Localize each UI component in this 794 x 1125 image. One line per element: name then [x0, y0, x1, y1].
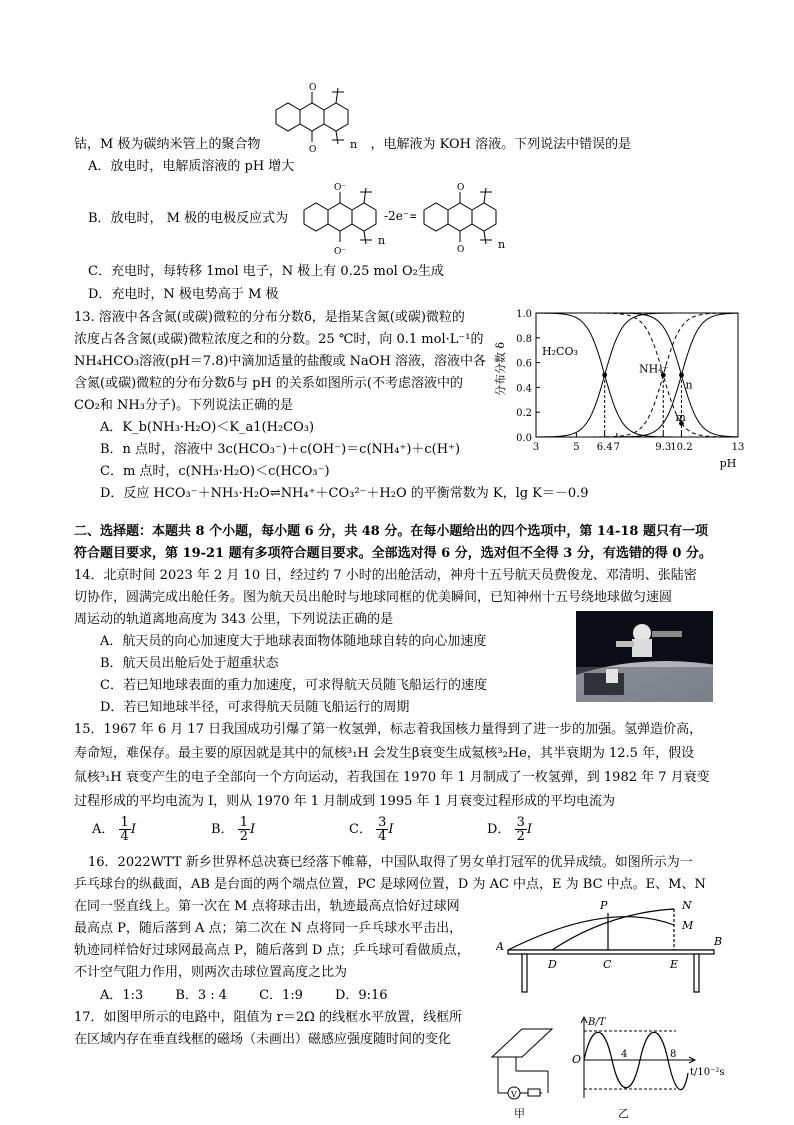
mol-n-right: n: [498, 238, 506, 251]
astronaut-earth-image: [576, 611, 713, 702]
x-tick-label: 6.4: [596, 442, 613, 453]
frac-den: 2: [516, 829, 525, 844]
tick-8: 8: [670, 1049, 677, 1060]
origin-label: O: [572, 1053, 582, 1066]
label-m: m: [675, 410, 686, 424]
q17-line-1: 17．如图甲所示的电路中，阻值为 r＝2Ω 的线框水平放置，线框所: [74, 1010, 463, 1025]
q15-option-a: [92, 816, 136, 843]
y-axis-label: 分布分数 δ: [494, 341, 507, 397]
plot-frame: [536, 313, 738, 437]
table-tennis-diagram: [496, 895, 736, 999]
q15-option-c-letter: C．: [349, 822, 372, 837]
q15-option-c: [349, 816, 394, 843]
q15-line-4: 过程形成的平均电流为 I，则从 1970 年 1 月制成到 1995 年 1 月衰变过程形成的平均电流为: [74, 794, 616, 809]
q14-line-3: 周运动的轨道离地高度为 343 公里，下列说法正确的是: [74, 612, 394, 627]
q15-option-d-letter: D．: [487, 822, 511, 837]
q13-line-2: 浓度占各含氮(或碳)微粒浓度之和的分数。25 ℃时，向 0.1 mol·L⁻¹的: [74, 332, 484, 347]
y-tick-label: 0.2: [516, 408, 532, 420]
q13-line-1: 13. 溶液中各含氮(或碳)微粒的分布分数δ，是指某含氮(或碳)微粒的: [74, 310, 465, 325]
y-tick-label: 1.0: [516, 309, 532, 320]
q15-option-b-fraction: [238, 816, 250, 843]
q14-line-2: 切协作，圆满完成出舱任务。图为航天员出舱时与地球同框的优美瞬间，已知神州十五号绕地球做匀速圆: [74, 590, 673, 605]
y-tick-label: 0.0: [516, 433, 532, 444]
x-axis-label: pH: [719, 457, 737, 470]
mol-o-top: O: [309, 83, 317, 93]
y-tick-label: 0.8: [516, 333, 532, 345]
x-tick-label: 5: [573, 442, 580, 453]
series-line: [536, 313, 738, 437]
q14-line-1: 14．北京时间 2023 年 2 月 10 日，经过约 7 小时的出舱活动，神舟十五号航天员费俊龙、邓清明、张陆密: [74, 568, 697, 583]
q13-option-a: A．K_b(NH₃·H₂O)＜K_a1(H₂CO₃): [100, 420, 315, 435]
label-a: A: [496, 940, 504, 953]
q16-option-a: A．1:3: [100, 988, 144, 1003]
label-c: C: [603, 958, 612, 971]
label-n: N: [682, 899, 692, 912]
y-tick-label: 0.6: [516, 358, 532, 370]
frac-num: 1: [239, 815, 248, 830]
q16-line-3: 在同一竖直线上。第一次在 M 点将球击出，轨迹最高点恰好过球网: [74, 899, 460, 914]
q16-option-c: C．1:9: [259, 988, 303, 1003]
axis-t-label: t/10⁻²s: [690, 1067, 725, 1078]
x-tick-label: 3: [532, 442, 540, 453]
x-tick-label: 9.3: [655, 442, 672, 453]
reaction-left-molecule: [296, 180, 416, 260]
q14-option-d: D．若已知地球半径，可求得航天员随飞船运行的周期: [100, 700, 410, 715]
frac-num: 3: [378, 815, 387, 830]
series-line: [536, 313, 738, 437]
label-nh4: NH₄⁺: [639, 362, 669, 376]
bt-graph-yi: [566, 1013, 736, 1125]
q12-option-d: D．充电时，N 极电势高于 M 极: [88, 287, 279, 302]
series-line: [536, 313, 738, 437]
section2-line-1: 二、选择题：本题共 8 个小题，每小题 6 分，共 48 分。在每小题给出的四个选项中，第 14-18 题只有一项: [74, 524, 708, 539]
distribution-chart: [488, 305, 748, 477]
figure-yi-label: 乙: [618, 1107, 629, 1120]
q15-line-3: 氚核³₁H 衰变产生的电子全部向一个方向运动，若我国在 1970 年 1 月制成了一枚氢弹，到 1982 年 7 月衰变: [74, 770, 710, 785]
q15-option-d: [487, 816, 532, 843]
oxidized-molecule-icon: [416, 180, 516, 256]
q12-option-a: A．放电时，电解质溶液的 pH 增大: [88, 159, 295, 174]
label-m: M: [682, 919, 694, 932]
q13-option-b: B．n 点时，溶液中 3c(HCO₃⁻)＋c(OH⁻)＝c(NH₄⁺)＋c(H⁺): [100, 442, 461, 457]
frac-num: 3: [516, 815, 525, 830]
q13-option-d: D．反应 HCO₃⁻＋NH₃·H₂O⇌NH₄⁺＋CO₃²⁻＋H₂O 的平衡常数为 K，lg K＝－0.9: [100, 486, 589, 501]
q13-option-c: C．m 点时，c(NH₃·H₂O)＜c(HCO₃⁻): [100, 464, 330, 479]
q12-stem: [74, 134, 631, 155]
q15-line-1: 15．1967 年 6 月 17 日我国成功引爆了第一枚氢弹，标志着我国核力量得到了进一步的加强。氢弹造价高，: [74, 722, 703, 737]
frac-den: 4: [120, 829, 129, 844]
circuit-diagram: [484, 1013, 564, 1121]
section2-line-2: 符合题目要求，第 19-21 题有多项符合题目要求。全部选对得 6 分，选对但不全得 3 分，有选错的得 0 分。: [74, 546, 712, 561]
q15-line-2: 寿命短，难保存。最主要的原因就是其中的氚核³₁H 会发生β衰变生成氦核³₂He，其半衰期为 12.5 年，假设: [74, 746, 695, 761]
x-tick-label: 7: [613, 442, 620, 453]
mol-n-left: n: [378, 234, 386, 247]
q13-line-4: 含氮(或碳)微粒的分布分数δ与 pH 的关系如图所示(不考虑溶液中的: [74, 376, 463, 391]
label-b: B: [714, 935, 723, 948]
q12-option-b: [88, 208, 288, 229]
x-tick-label: 13: [731, 442, 745, 453]
mol-o-bottom: O: [309, 145, 317, 155]
frac-den: 2: [239, 829, 248, 844]
mol-o-bottom-right: O: [457, 245, 465, 255]
var-i: I: [130, 822, 136, 837]
q15-option-c-fraction: [376, 816, 388, 843]
circuit-figure-jia: [484, 1013, 564, 1125]
q12-stem-a: 钴，M 极为碳纳米管上的聚合物: [74, 137, 261, 152]
label-h2co3: H₂CO₃: [542, 345, 578, 359]
distribution-chart-svg: [488, 305, 748, 473]
intersection-point: [602, 373, 607, 378]
reduced-molecule-icon: [296, 180, 416, 256]
label-d: D: [548, 958, 557, 971]
q12-option-c: C．充电时，每转移 1mol 电子，N 极上有 0.25 mol O₂生成: [88, 264, 444, 279]
table-tennis-figure: [496, 895, 736, 1003]
q15-option-b: [211, 816, 255, 843]
q16-option-b: B．3 : 4: [175, 988, 228, 1003]
q16-line-4: 最高点 P，随后落到 A 点；第二次在 N 点将同一乒乓球水平击出，: [74, 921, 463, 936]
voltmeter-label: V: [511, 1090, 517, 1099]
y-tick-label: 0.4: [516, 383, 532, 395]
axis-bt-label: B/T: [588, 1017, 606, 1028]
figure-jia-label: 甲: [514, 1107, 525, 1120]
var-i: I: [526, 822, 532, 837]
q17-line-2: 在区域内存在垂直线框的磁场（未画出）磁感应强度随时间的变化: [74, 1032, 452, 1047]
q12-stem-b: ，电解液为 KOH 溶液。下列说法中错误的是: [370, 137, 632, 152]
reaction-electrons: -2e⁻=: [384, 209, 416, 223]
q15-option-a-fraction: [119, 816, 131, 843]
series-line: [536, 313, 738, 437]
series-line: [536, 313, 738, 437]
intersection-point: [679, 373, 684, 378]
q15-option-b-letter: B．: [211, 822, 234, 837]
q16-options: [100, 985, 388, 1006]
mol-o-minus-top: O⁻: [334, 183, 347, 193]
q15-option-a-letter: A．: [92, 822, 115, 837]
label-e: E: [670, 958, 679, 971]
mol-n: n: [350, 138, 358, 151]
series-line: [536, 313, 738, 437]
label-p: P: [600, 899, 608, 912]
q12-option-b-text: B．放电时， M 极的电极反应式为: [88, 211, 289, 226]
frac-den: 4: [378, 829, 387, 844]
q15-option-d-fraction: [515, 816, 527, 843]
var-i: I: [388, 822, 394, 837]
q16-line-6: 不计空气阻力作用，则两次击球位置高度之比为: [74, 965, 348, 980]
q14-option-b: B．航天员出舱后处于超重状态: [100, 656, 279, 671]
tick-4: 4: [621, 1049, 628, 1060]
astronaut-photo: [576, 611, 713, 702]
q16-line-1: 16．2022WTT 新乡世界杯总决赛已经落下帷幕，中国队取得了男女单打冠军的优异成绩。如图所示为一: [88, 855, 693, 870]
q14-option-c: C．若已知地球表面的重力加速度，可求得航天员随飞船运行的速度: [100, 678, 487, 693]
frac-num: 1: [120, 815, 129, 830]
q14-option-a: A．航天员的向心加速度大于地球表面物体随地球自转的向心加速度: [100, 634, 487, 649]
q16-line-5: 轨迹同样恰好过球网最高点 P，随后落到 D 点；乒乓球可看做质点，: [74, 943, 470, 958]
q16-line-2: 乒乓球台的纵截面，AB 是台面的两个端点位置，PC 是球网位置，D 为 AC 中点，E 为 BC 中点。E、M、N: [74, 877, 706, 892]
b-t-sine-graph: [566, 1013, 736, 1121]
q16-option-d: D．9:16: [334, 988, 388, 1003]
mol-o-minus-bottom: O⁻: [334, 247, 347, 256]
mol-o-top-right: O: [457, 183, 465, 193]
var-i: I: [249, 822, 256, 837]
q13-line-3: NH₄HCO₃溶液(pH＝7.8)中滴加适量的盐酸或 NaOH 溶液，溶液中各: [74, 354, 486, 369]
x-tick-label: 10.2: [670, 442, 693, 453]
label-n: n: [685, 378, 693, 392]
q13-line-5: CO₂和 NH₃分子)。下列说法正确的是: [74, 398, 293, 413]
reaction-right-molecule: [416, 180, 516, 260]
